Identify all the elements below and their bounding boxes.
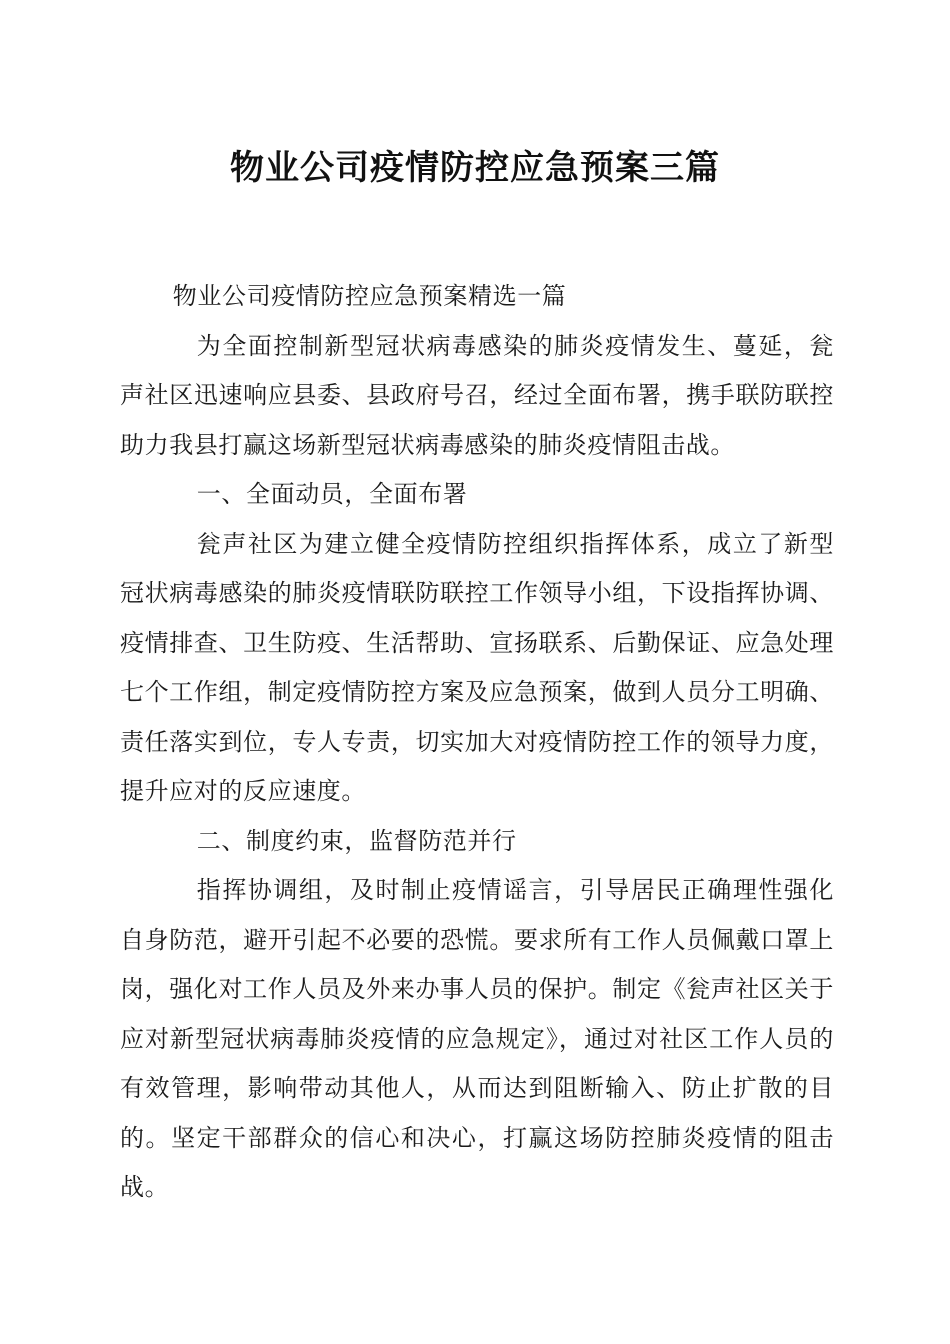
- paragraph-section-2: 指挥协调组，及时制止疫情谣言，引导居民正确理性强化自身防范，避开引起不必要的恐慌。要求所有工作人员佩戴口罩上岗，强化对工作人员及外来办事人员的保护。制定《瓮声社区关于应对新型冠状病毒肺炎疫情的应急规定》，通过对社区工作人员的有效管理，影响带动其他人，从而达到阻断输入、防止扩散的目的。坚定干部群众的信心和决心，打赢这场防控肺炎疫情的阻击战。: [120, 876, 834, 1201]
- section-heading-intro: 物业公司疫情防控应急预案精选一篇: [172, 282, 567, 310]
- paragraph-section-1: 瓮声社区为建立健全疫情防控组织指挥体系，成立了新型冠状病毒感染的肺炎疫情联防联控工作领导小组，下设指挥协调、疫情排查、卫生防疫、生活帮助、宣扬联系、后勤保证、应急处理七个工作组，制定疫情防控方案及应急预案，做到人员分工明确、责任落实到位，专人专责，切实加大对疫情防控工作的领导力度，提升应对的反应速度。: [120, 529, 834, 805]
- document-body: [120, 272, 834, 1213]
- document-title: 物业公司疫情防控应急预案三篇: [230, 148, 720, 188]
- paragraph-intro: 为全面控制新型冠状病毒感染的肺炎疫情发生、蔓延，瓮声社区迅速响应县委、县政府号召，经过全面布署，携手联防联控助力我县打赢这场新型冠状病毒感染的肺炎疫情阻击战。: [120, 331, 834, 459]
- section-heading-2: 二、制度约束，监督防范并行: [196, 826, 517, 855]
- section-heading-1: 一、全面动员，全面布署: [196, 480, 468, 508]
